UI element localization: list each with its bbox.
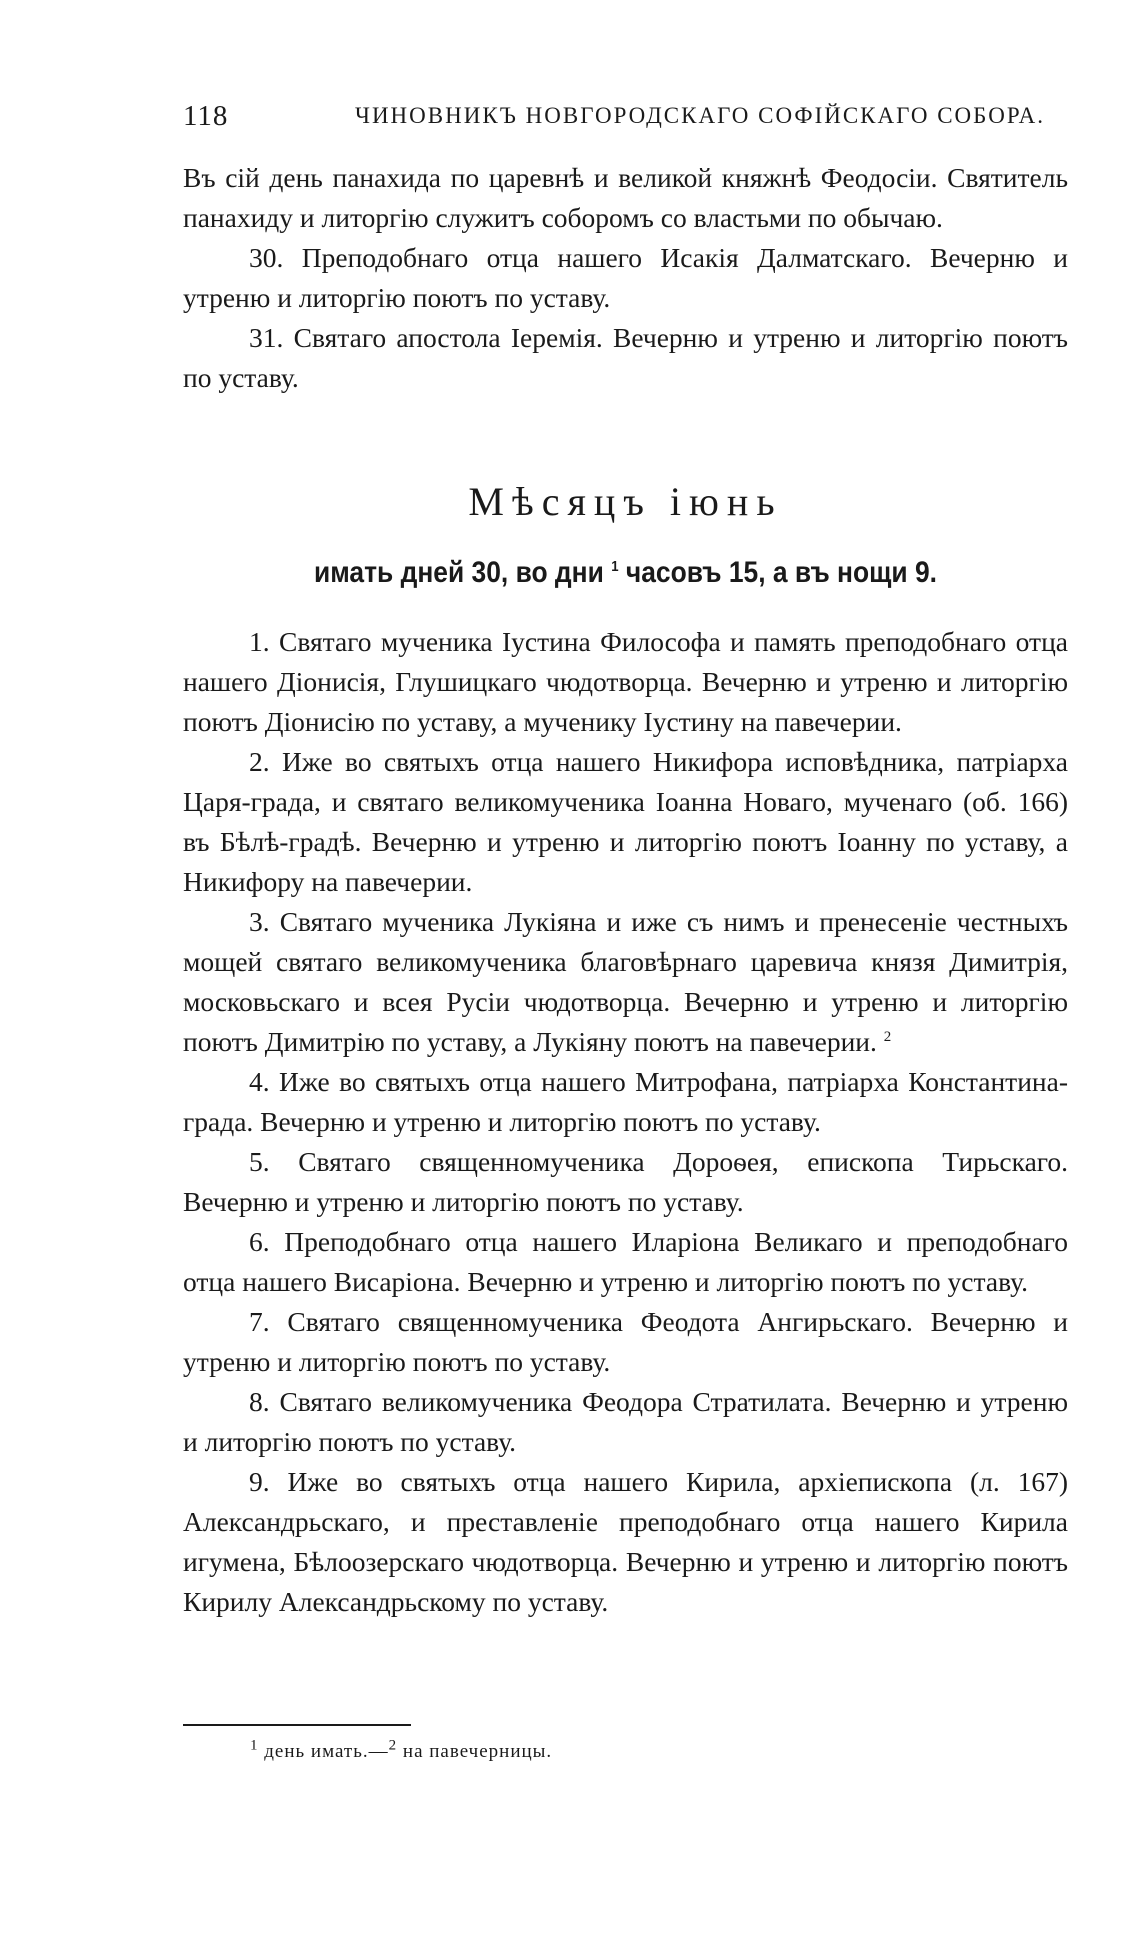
- top-text-block: [183, 158, 1068, 398]
- footnote-text-1: день имать.—: [264, 1741, 389, 1762]
- entry-day-1: 1. Святаго мученика Іустина Философа и память преподобнаго отца нашего Діонисія, Глушицкаго чюдотворца. Вечерню и утреню и литоргію поютъ Діонисію по уставу, а мученику Іустину на павечерии.: [183, 626, 1068, 737]
- footnote-mark-1: 1: [250, 1737, 259, 1754]
- entry-day-3: [183, 902, 1068, 1062]
- entry-day-6: 6. Преподобнаго отца нашего Иларіона Великаго и преподобнаго отца нашего Висаріона. Вечерню и утреню и литоргію поютъ по уставу.: [183, 1226, 1068, 1297]
- subheading-after: часовъ 15, а въ нощи 9.: [625, 556, 937, 589]
- footnotes: [250, 1737, 553, 1763]
- entry-day-2: 2. Иже во святыхъ отца нашего Никифора исповѣдника, патріарха Царя-града, и святаго великомученика Іоанна Новаго, мученаго (об. 166) въ Бѣлѣ-градѣ. Вечерню и утреню и литоргію поютъ Іоанну по уставу, а Никифору на павечерии.: [183, 746, 1068, 897]
- entry-day-5: 5. Святаго священномученика Дороѳея, епископа Тирьскаго. Вечерню и утреню и литоргію поютъ по уставу.: [183, 1146, 1068, 1217]
- paragraph-continuation: Въ сій день панахида по царевнѣ и великой княжнѣ Феодосіи. Святитель панахиду и литоргію служитъ соборомъ со властьми по обычаю.: [183, 162, 1068, 233]
- footnote-ref-1: 1: [611, 558, 619, 575]
- paragraph-day-30: 30. Преподобнаго отца нашего Исакія Далматскаго. Вечерню и утреню и литоргію поютъ по уставу.: [183, 242, 1068, 313]
- entries-block: [183, 622, 1068, 1622]
- entry-day-3-text: 3. Святаго мученика Лукіяна и иже съ нимъ и пренесеніе честныхъ мощей святаго великомученика благовѣрнаго царевича князя Димитрія, московьскаго и всея Русіи чюдотворца. Вечерню и утреню и литоргію поютъ Димитрію по уставу, а Лукіяну поютъ на павечерии.: [183, 906, 1068, 1057]
- entry-day-8: 8. Святаго великомученика Феодора Стратилата. Вечерню и утреню и литоргію поютъ по уставу.: [183, 1386, 1068, 1457]
- running-title: ЧИНОВНИКЪ НОВГОРОДСКАГО СОФІЙСКАГО СОБОРА.: [355, 103, 1046, 128]
- entry-day-9: 9. Иже во святыхъ отца нашего Кирила, архіепископа (л. 167) Александрьскаго, и преставленіе преподобнаго отца нашего Кирила игумена, Бѣлоозерскаго чюдотворца. Вечерню и утреню и литоргію поютъ Кирилу Александрьскому по уставу.: [183, 1466, 1068, 1617]
- entry-day-4: 4. Иже во святыхъ отца нашего Митрофана, патріарха Константина-града. Вечерню и утреню и литоргію поютъ по уставу.: [183, 1066, 1068, 1137]
- month-heading: Мѣсяцъ іюнь: [468, 479, 783, 524]
- page-number: 118: [183, 100, 229, 132]
- footnote-mark-2: 2: [388, 1737, 398, 1754]
- month-subheading: [236, 556, 1015, 590]
- footnote-ref-2: 2: [883, 1028, 892, 1045]
- footnote-divider: [183, 1724, 411, 1726]
- entry-day-7: 7. Святаго священномученика Феодота Ангирьскаго. Вечерню и утреню и литоргію поютъ по уставу.: [183, 1306, 1068, 1377]
- footnote-text-2: на павечерницы.: [402, 1741, 553, 1762]
- paragraph-day-31: 31. Святаго апостола Іеремія. Вечерню и утреню и литоргію поютъ по уставу.: [183, 322, 1068, 393]
- subheading-before: имать дней 30, во дни: [314, 556, 604, 589]
